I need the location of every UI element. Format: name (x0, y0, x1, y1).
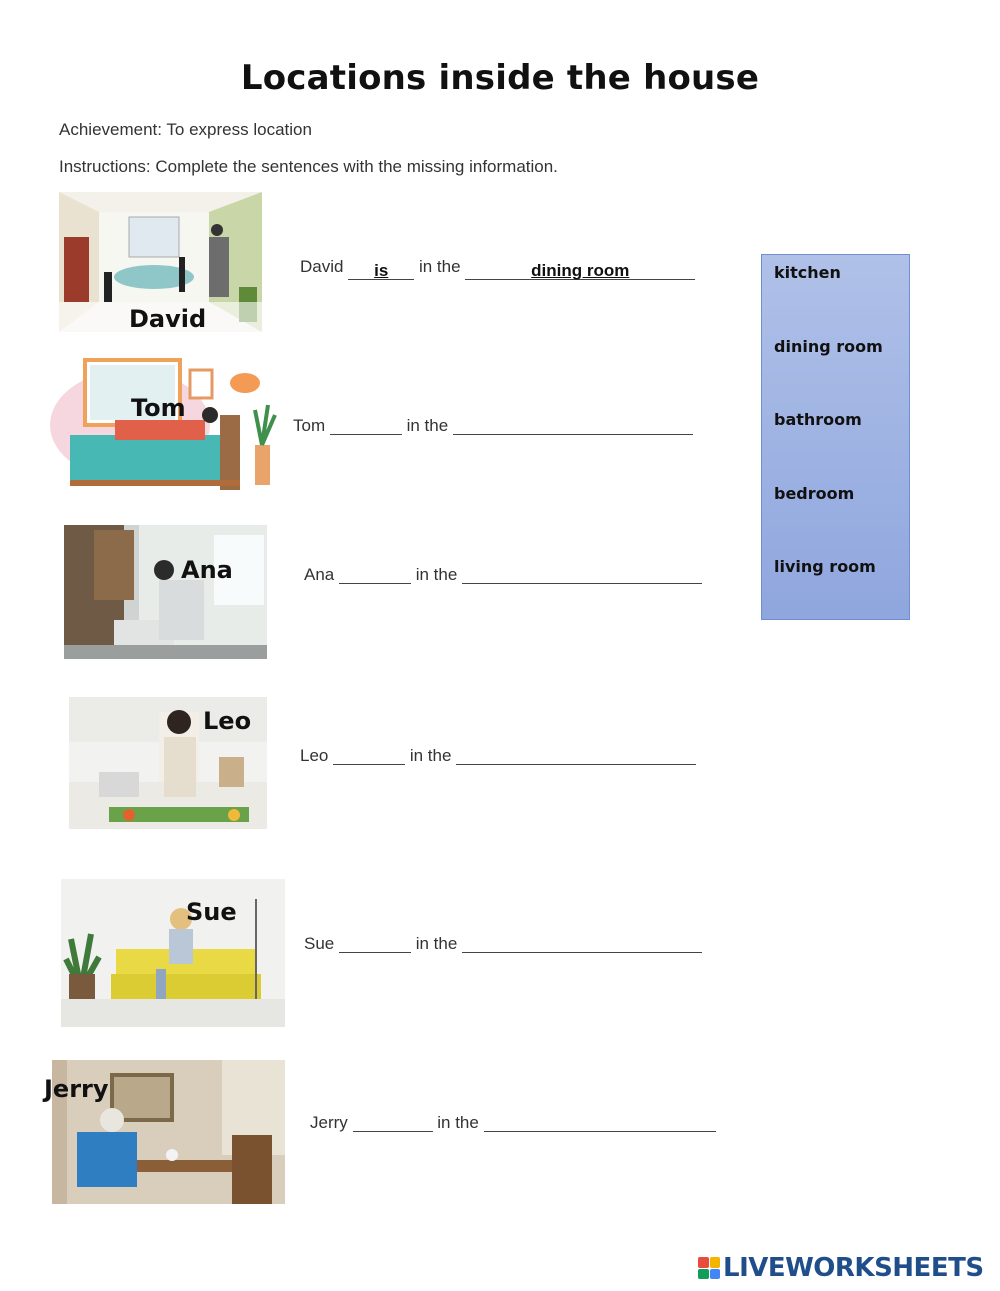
word-bank-item[interactable]: dining room (774, 337, 883, 356)
verb-blank[interactable]: is (348, 261, 414, 280)
person-name-label: Tom (131, 394, 186, 422)
bedroom-illustration (50, 355, 286, 497)
person-name-label: Jerry (44, 1075, 109, 1103)
brand-name: LIVEWORKSHEETS (723, 1253, 984, 1283)
liveworksheets-logo-icon (698, 1257, 720, 1279)
sentence-tom (293, 416, 693, 436)
person-name-label: Leo (203, 707, 252, 735)
sentence-ana (304, 565, 702, 585)
subject-name: Ana (304, 565, 335, 584)
liveworksheets-logo (698, 1253, 984, 1283)
in-the-text: in the (415, 565, 458, 584)
achievement-text: Achievement: To express location (59, 120, 312, 139)
word-bank-item[interactable]: kitchen (774, 263, 841, 282)
in-the-text: in the (406, 416, 449, 435)
sentence-jerry (310, 1113, 716, 1133)
living-room-photo (61, 879, 285, 1027)
subject-name: Tom (293, 416, 326, 435)
verb-blank[interactable] (333, 746, 405, 765)
person-name-label: Sue (186, 898, 237, 926)
subject-name: Leo (300, 746, 329, 765)
instructions-text: Instructions: Complete the sentences with the missing information. (59, 157, 558, 176)
word-bank-item[interactable]: bathroom (774, 410, 862, 429)
bathroom-photo (64, 525, 267, 659)
verb-blank[interactable] (339, 565, 411, 584)
word-bank (761, 254, 910, 620)
page-title: Locations inside the house (240, 58, 760, 98)
room-blank[interactable] (453, 416, 693, 435)
in-the-text: in the (415, 934, 458, 953)
word-bank-item[interactable]: living room (774, 557, 876, 576)
room-blank[interactable] (484, 1113, 716, 1132)
subject-name: Sue (304, 934, 335, 953)
sentence-david (300, 257, 695, 280)
verb-blank[interactable] (353, 1113, 433, 1132)
in-the-text: in the (418, 257, 461, 276)
word-bank-item[interactable]: bedroom (774, 484, 855, 503)
subject-name: David (300, 257, 344, 276)
verb-blank[interactable] (330, 416, 402, 435)
room-blank[interactable] (456, 746, 696, 765)
room-blank[interactable] (462, 934, 702, 953)
room-blank[interactable] (462, 565, 702, 584)
sentence-sue (304, 934, 702, 954)
person-name-label: Ana (181, 556, 233, 584)
person-name-label: David (129, 305, 207, 333)
subject-name: Jerry (310, 1113, 348, 1132)
room-blank[interactable]: dining room (465, 261, 695, 280)
verb-blank[interactable] (339, 934, 411, 953)
sentence-leo (300, 746, 696, 766)
in-the-text: in the (437, 1113, 479, 1132)
in-the-text: in the (409, 746, 452, 765)
